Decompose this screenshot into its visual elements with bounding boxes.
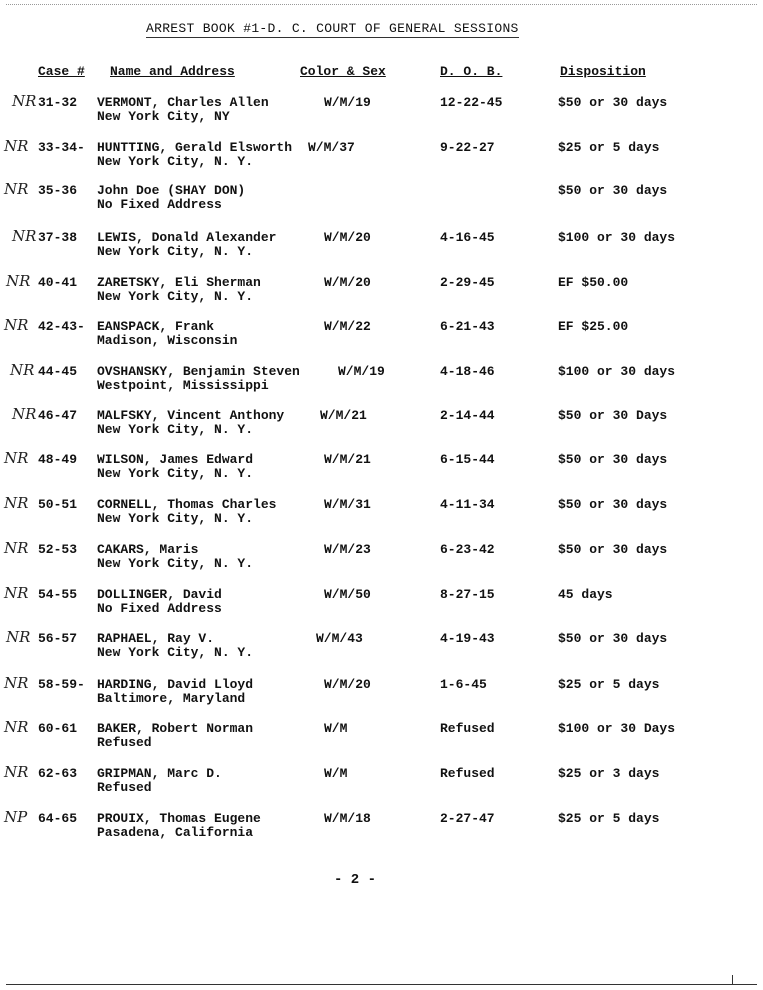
arrestee-name: GRIPMAN, Marc D. [97, 766, 222, 781]
disposition: $50 or 30 days [558, 95, 668, 110]
disposition: $50 or 30 days [558, 631, 668, 646]
color-sex-age: W/M/21 [320, 408, 367, 423]
arrestee-address: New York City, N. Y. [97, 466, 254, 481]
arrestee-name: WILSON, James Edward [97, 452, 254, 467]
arrestee-name: LEWIS, Donald Alexander [97, 230, 277, 245]
nr-mark: NR [6, 628, 31, 646]
header-color-sex: Color & Sex [300, 64, 386, 79]
disposition: EF $50.00 [558, 275, 629, 290]
nr-mark: NR [4, 494, 29, 512]
arrestee-name: ZARETSKY, Eli Sherman [97, 275, 261, 290]
disposition: $100 or 30 days [558, 364, 676, 379]
arrestee-address: New York City, NY [97, 109, 230, 124]
color-sex-age: W/M/23 [324, 542, 371, 557]
date-of-birth: 2-14-44 [440, 408, 495, 423]
arrestee-name: VERMONT, Charles Allen [97, 95, 269, 110]
top-dotted-border [6, 4, 757, 5]
case-number: 56-57 [38, 631, 78, 646]
color-sex-age: W/M/19 [338, 364, 385, 379]
color-sex-age: W/M [324, 766, 348, 781]
case-number: 31-32 [38, 95, 78, 110]
arrestee-name: CAKARS, Maris [97, 542, 199, 557]
color-sex-age: W/M/20 [324, 275, 371, 290]
color-sex-age: W/M/43 [316, 631, 363, 646]
page-number: - 2 - [334, 872, 377, 888]
arrestee-name: CORNELL, Thomas Charles [97, 497, 277, 512]
arrestee-address: Refused [97, 780, 152, 795]
arrestee-name: OVSHANSKY, Benjamin Steven [97, 364, 300, 379]
disposition: $25 or 5 days [558, 140, 660, 155]
disposition: 45 days [558, 587, 613, 602]
corner-mark [732, 975, 733, 985]
arrestee-address: New York City, N. Y. [97, 154, 254, 169]
arrestee-name: PROUIX, Thomas Eugene [97, 811, 261, 826]
disposition: $50 or 30 days [558, 542, 668, 557]
arrestee-name: HARDING, David Lloyd [97, 677, 254, 692]
date-of-birth: 2-29-45 [440, 275, 495, 290]
case-number: 33-34- [38, 140, 85, 155]
case-number: 54-55 [38, 587, 78, 602]
color-sex-age: W/M/50 [324, 587, 371, 602]
case-number: 40-41 [38, 275, 78, 290]
date-of-birth: 2-27-47 [440, 811, 495, 826]
arrestee-address: New York City, N. Y. [97, 645, 254, 660]
case-number: 42-43- [38, 319, 85, 334]
disposition: $50 or 30 Days [558, 408, 668, 423]
case-number: 44-45 [38, 364, 78, 379]
nr-mark: NR [12, 227, 37, 245]
arrestee-address: Westpoint, Mississippi [97, 378, 269, 393]
date-of-birth: 1-6-45 [440, 677, 487, 692]
color-sex-age: W/M/18 [324, 811, 371, 826]
date-of-birth: 4-16-45 [440, 230, 495, 245]
nr-mark: NR [4, 584, 29, 602]
arrestee-address: New York City, N. Y. [97, 422, 254, 437]
arrestee-name: RAPHAEL, Ray V. [97, 631, 215, 646]
color-sex-age: W/M/37 [308, 140, 355, 155]
nr-mark: NR [6, 272, 31, 290]
case-number: 62-63 [38, 766, 78, 781]
nr-mark: NR [12, 92, 37, 110]
case-number: 58-59- [38, 677, 85, 692]
disposition: $25 or 3 days [558, 766, 660, 781]
date-of-birth: 4-18-46 [440, 364, 495, 379]
color-sex-age: W/M/22 [324, 319, 371, 334]
disposition: $50 or 30 days [558, 183, 668, 198]
color-sex-age: W/M/21 [324, 452, 371, 467]
nr-mark: NP [4, 808, 28, 826]
nr-mark: NR [4, 316, 29, 334]
arrestee-address: Baltimore, Maryland [97, 691, 246, 706]
case-number: 64-65 [38, 811, 78, 826]
date-of-birth: 9-22-27 [440, 140, 495, 155]
color-sex-age: W/M/20 [324, 230, 371, 245]
nr-mark: NR [4, 539, 29, 557]
case-number: 35-36 [38, 183, 78, 198]
disposition: $100 or 30 Days [558, 721, 676, 736]
nr-mark: NR [4, 137, 29, 155]
nr-mark: NR [4, 763, 29, 781]
disposition: $25 or 5 days [558, 677, 660, 692]
nr-mark: NR [10, 361, 35, 379]
date-of-birth: 4-19-43 [440, 631, 495, 646]
disposition: EF $25.00 [558, 319, 629, 334]
nr-mark: NR [12, 405, 37, 423]
disposition: $50 or 30 days [558, 452, 668, 467]
arrestee-address: Refused [97, 735, 152, 750]
date-of-birth: Refused [440, 721, 495, 736]
disposition: $100 or 30 days [558, 230, 676, 245]
arrestee-name: HUNTTING, Gerald Elsworth [97, 140, 293, 155]
arrestee-address: Madison, Wisconsin [97, 333, 238, 348]
nr-mark: NR [4, 674, 29, 692]
case-number: 52-53 [38, 542, 78, 557]
header-dob: D. O. B. [440, 64, 503, 79]
color-sex-age: W/M/20 [324, 677, 371, 692]
arrestee-address: New York City, N. Y. [97, 289, 254, 304]
date-of-birth: 6-23-42 [440, 542, 495, 557]
color-sex-age: W/M [324, 721, 348, 736]
date-of-birth: Refused [440, 766, 495, 781]
arrestee-name: EANSPACK, Frank [97, 319, 215, 334]
nr-mark: NR [4, 180, 29, 198]
arrestee-address: No Fixed Address [97, 197, 222, 212]
arrestee-address: No Fixed Address [97, 601, 222, 616]
nr-mark: NR [4, 449, 29, 467]
header-name-address: Name and Address [110, 64, 235, 79]
arrestee-address: New York City, N. Y. [97, 511, 254, 526]
nr-mark: NR [4, 718, 29, 736]
arrestee-name: BAKER, Robert Norman [97, 721, 254, 736]
color-sex-age: W/M/19 [324, 95, 371, 110]
header-case: Case # [38, 64, 85, 79]
case-number: 50-51 [38, 497, 78, 512]
arrestee-name: John Doe (SHAY DON) [97, 183, 246, 198]
disposition: $50 or 30 days [558, 497, 668, 512]
date-of-birth: 6-15-44 [440, 452, 495, 467]
arrestee-name: DOLLINGER, David [97, 587, 222, 602]
disposition: $25 or 5 days [558, 811, 660, 826]
case-number: 46-47 [38, 408, 78, 423]
date-of-birth: 4-11-34 [440, 497, 495, 512]
date-of-birth: 12-22-45 [440, 95, 503, 110]
case-number: 37-38 [38, 230, 78, 245]
arrestee-address: Pasadena, California [97, 825, 254, 840]
date-of-birth: 8-27-15 [440, 587, 495, 602]
header-disposition: Disposition [560, 64, 646, 79]
color-sex-age: W/M/31 [324, 497, 371, 512]
arrestee-name: MALFSKY, Vincent Anthony [97, 408, 285, 423]
arrestee-address: New York City, N. Y. [97, 244, 254, 259]
bottom-border [6, 984, 757, 985]
case-number: 48-49 [38, 452, 78, 467]
page-title: ARREST BOOK #1-D. C. COURT OF GENERAL SESSIONS [146, 21, 519, 36]
case-number: 60-61 [38, 721, 78, 736]
arrestee-address: New York City, N. Y. [97, 556, 254, 571]
date-of-birth: 6-21-43 [440, 319, 495, 334]
